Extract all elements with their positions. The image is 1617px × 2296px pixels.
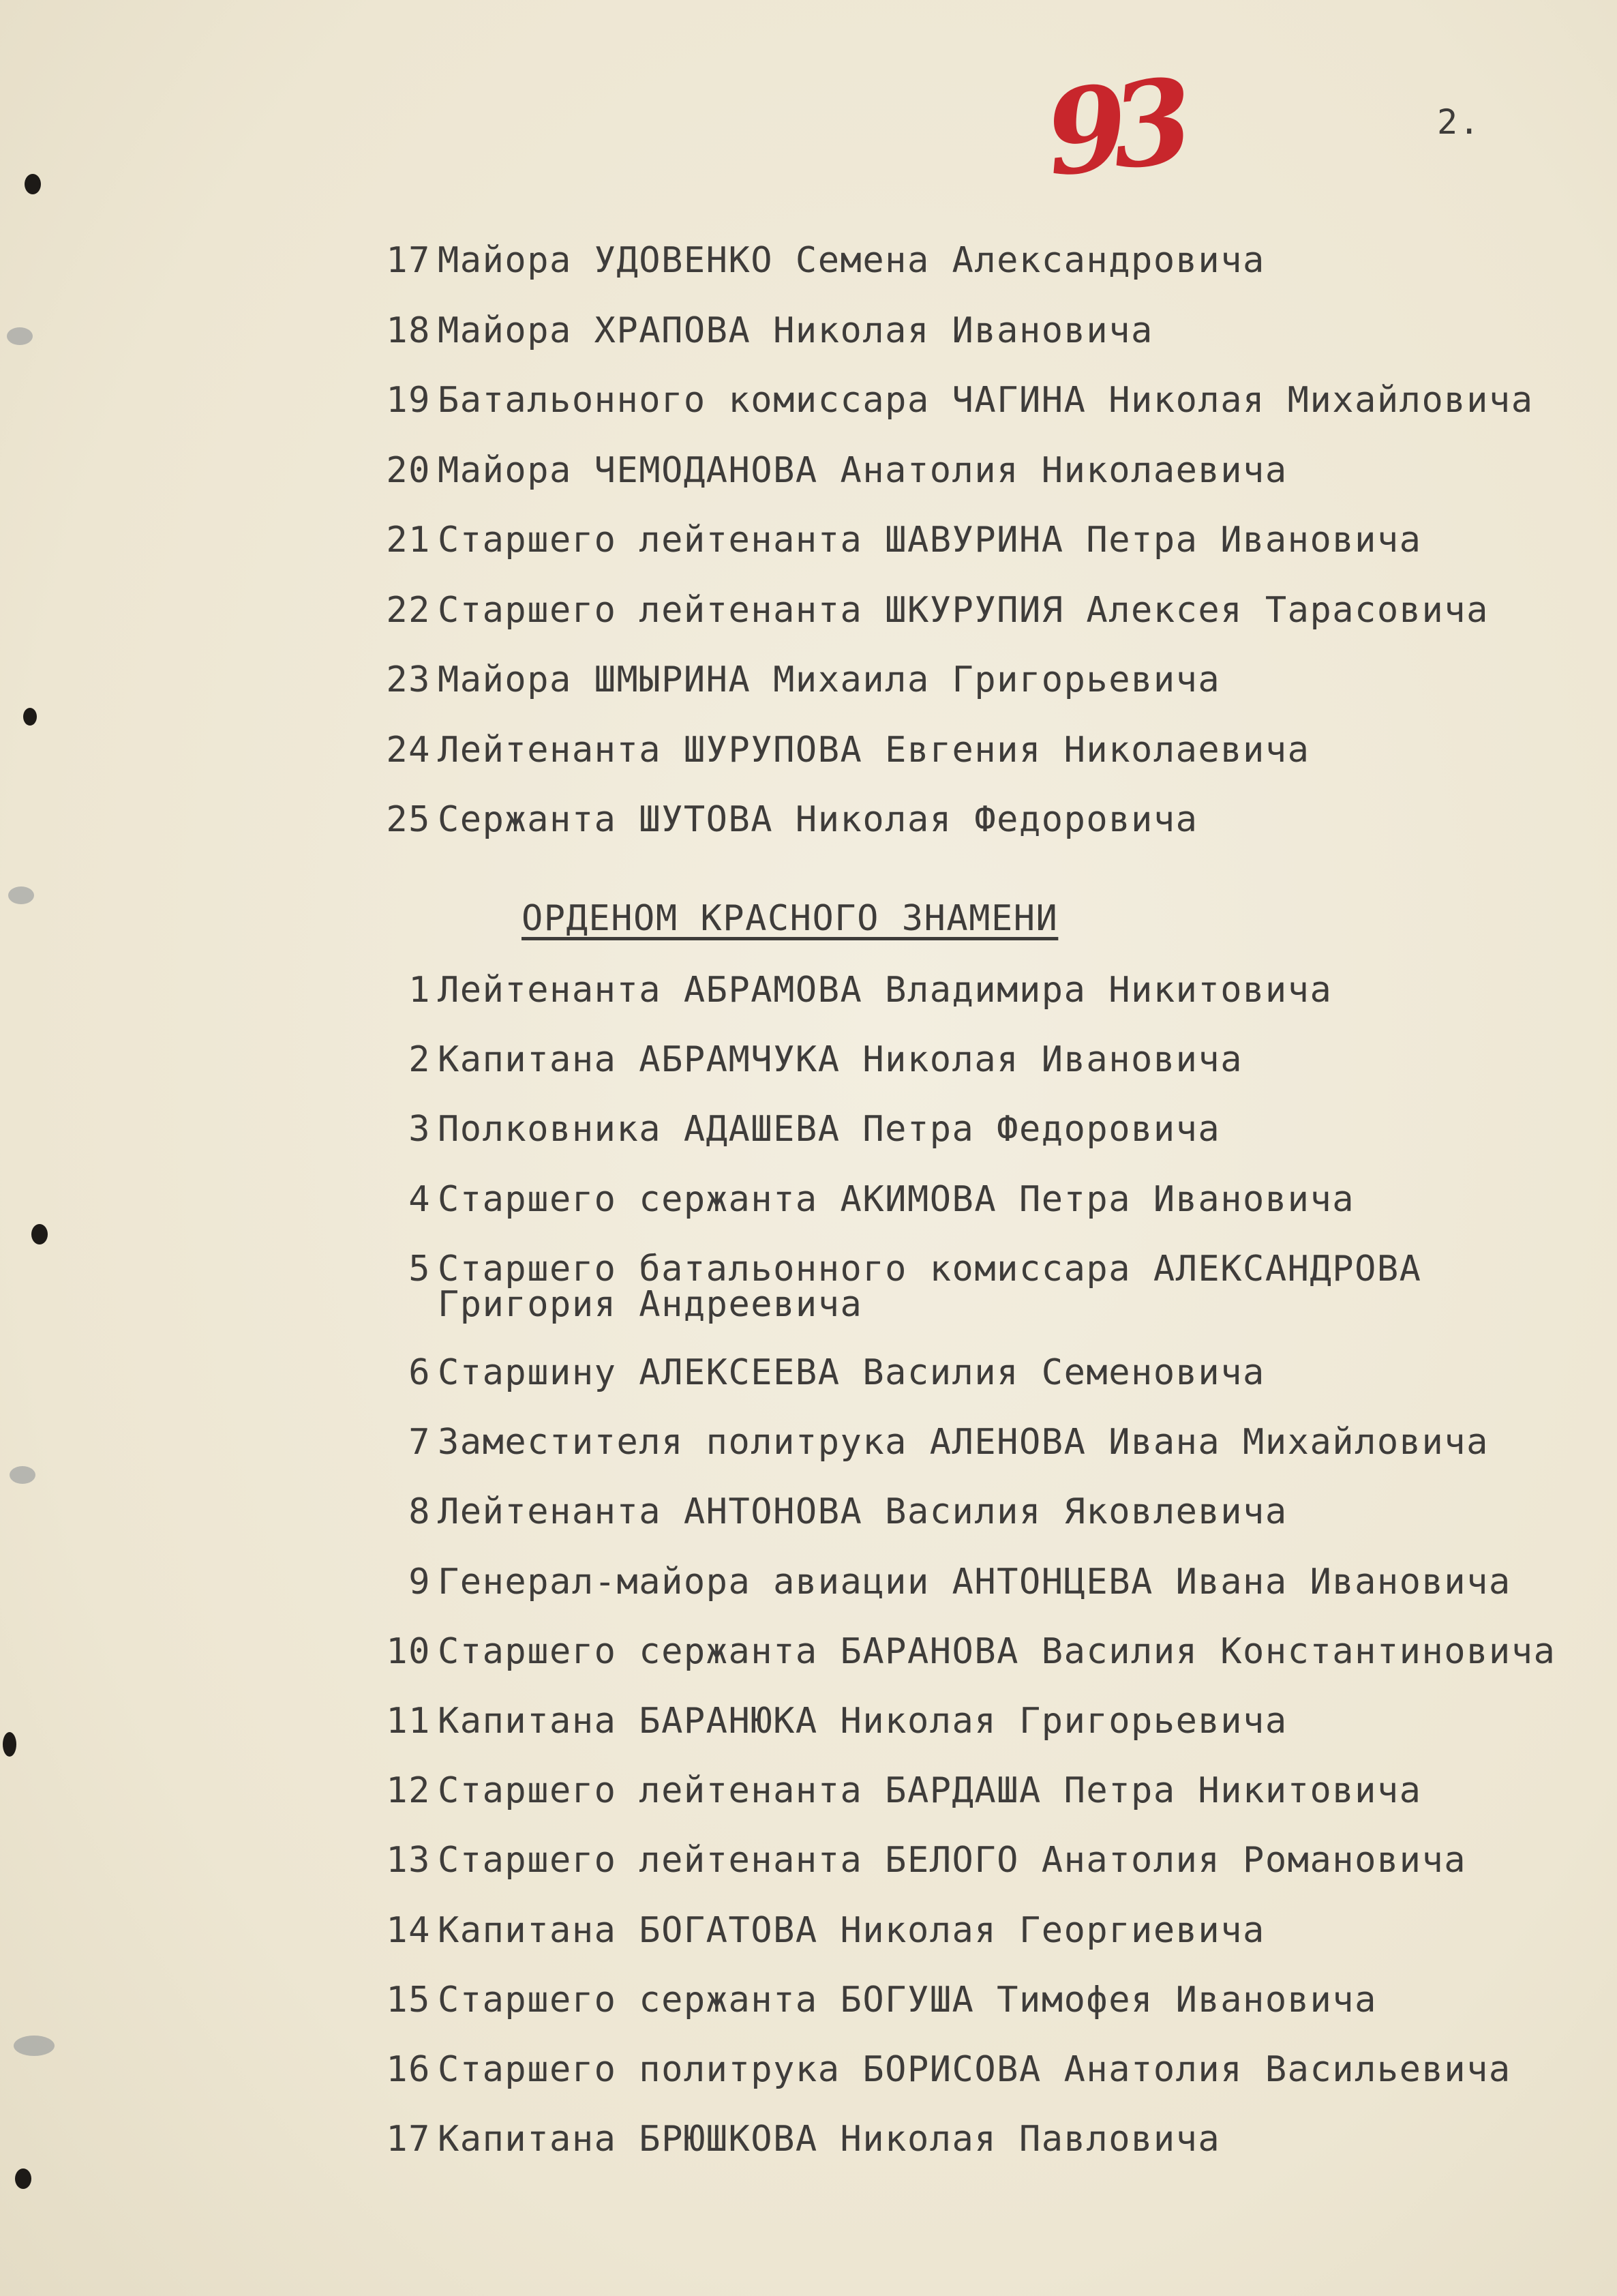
punch-hole xyxy=(15,2168,31,2189)
punch-hole xyxy=(23,708,37,726)
margin-smudge xyxy=(8,886,34,904)
entry-text: Капитана БОГАТОВА Николая Георгиевича xyxy=(438,1909,1265,1951)
entry-number: 8 xyxy=(408,1491,431,1533)
entry-number: 16 xyxy=(386,2049,431,2090)
entry-number: 17 xyxy=(386,2119,431,2160)
entry-text: Лейтенанта ШУРУПОВА Евгения Николаевича xyxy=(438,729,1310,771)
page-number: 2. xyxy=(1437,102,1481,142)
punch-hole xyxy=(31,1224,48,1244)
entry-text: Старшину АЛЕКСЕЕВА Василия Семеновича xyxy=(438,1352,1265,1393)
entry-text: Старшего политрука БОРИСОВА Анатолия Васильевича xyxy=(438,2049,1511,2090)
archive-page-mark: 93 xyxy=(1040,53,1185,203)
entry-number: 10 xyxy=(386,1630,431,1672)
entry-number: 21 xyxy=(386,520,431,561)
list-entry-continuation: Григория Андреевича xyxy=(438,1283,863,1325)
entry-number: 3 xyxy=(408,1109,431,1150)
entry-number: 7 xyxy=(408,1422,431,1463)
entry-number: 5 xyxy=(408,1248,431,1289)
entry-text: Старшего лейтенанта ШКУРУПИЯ Алексея Тарасовича xyxy=(438,589,1489,631)
entry-text: Батальонного комиссара ЧАГИНА Николая Михайловича xyxy=(438,380,1534,421)
entry-number: 2 xyxy=(408,1039,431,1081)
entry-text: Старшего лейтенанта ШАВУРИНА Петра Ивановича xyxy=(438,520,1422,561)
entry-text: Лейтенанта АБРАМОВА Владимира Никитовича xyxy=(438,970,1333,1011)
entry-text: Старшего батальонного комиссара АЛЕКСАНДРОВА xyxy=(438,1248,1422,1289)
entry-text: Заместителя политрука АЛЕНОВА Ивана Михайловича xyxy=(438,1422,1489,1463)
punch-hole xyxy=(3,1732,16,1757)
entry-number: 13 xyxy=(386,1840,431,1881)
entry-text: Майора ЧЕМОДАНОВА Анатолия Николаевича xyxy=(438,449,1288,491)
entry-text: Капитана БРЮШКОВА Николая Павловича xyxy=(438,2119,1221,2160)
entry-text: Сержанта ШУТОВА Николая Федоровича xyxy=(438,799,1198,840)
entry-number: 11 xyxy=(386,1701,431,1742)
entry-number: 23 xyxy=(386,659,431,700)
entry-number: 20 xyxy=(386,449,431,491)
entry-number: 22 xyxy=(386,589,431,631)
entry-text: Старшего лейтенанта БЕЛОГО Анатолия Романовича xyxy=(438,1840,1467,1881)
entry-number: 17 xyxy=(386,240,431,281)
entry-text: Старшего сержанта АКИМОВА Петра Ивановича xyxy=(438,1178,1355,1220)
entry-text: Старшего лейтенанта БАРДАША Петра Никитовича xyxy=(438,1770,1422,1812)
entry-text: Полковника АДАШЕВА Петра Федоровича xyxy=(438,1109,1221,1150)
entry-number: 4 xyxy=(408,1178,431,1220)
entry-number: 12 xyxy=(386,1770,431,1812)
margin-smudge xyxy=(7,327,33,345)
entry-number: 15 xyxy=(386,1979,431,2021)
section-heading: ОРДЕНОМ КРАСНОГО ЗНАМЕНИ xyxy=(522,898,1059,939)
entry-number: 9 xyxy=(408,1561,431,1602)
entry-number: 24 xyxy=(386,729,431,771)
entry-text: Старшего сержанта БАРАНОВА Василия Константиновича xyxy=(438,1630,1556,1672)
entry-number: 14 xyxy=(386,1909,431,1951)
entry-text: Майора ШМЫРИНА Михаила Григорьевича xyxy=(438,659,1221,700)
entry-text: Майора УДОВЕНКО Семена Александровича xyxy=(438,240,1265,281)
entry-number: 18 xyxy=(386,310,431,351)
entry-number: 1 xyxy=(408,970,431,1011)
entry-text: Старшего сержанта БОГУША Тимофея Ивановича xyxy=(438,1979,1377,2021)
entry-number: 25 xyxy=(386,799,431,840)
entry-text: Майора ХРАПОВА Николая Ивановича xyxy=(438,310,1153,351)
margin-smudge xyxy=(10,1466,35,1484)
margin-smudge xyxy=(14,2036,55,2056)
entry-text: Генерал-майора авиации АНТОНЦЕВА Ивана Ивановича xyxy=(438,1561,1511,1602)
entry-text: Капитана БАРАНЮКА Николая Григорьевича xyxy=(438,1701,1288,1742)
punch-hole xyxy=(25,174,41,194)
entry-number: 6 xyxy=(408,1352,431,1393)
entry-text: Капитана АБРАМЧУКА Николая Ивановича xyxy=(438,1039,1243,1081)
entry-text: Лейтенанта АНТОНОВА Василия Яковлевича xyxy=(438,1491,1288,1533)
entry-number: 19 xyxy=(386,380,431,421)
